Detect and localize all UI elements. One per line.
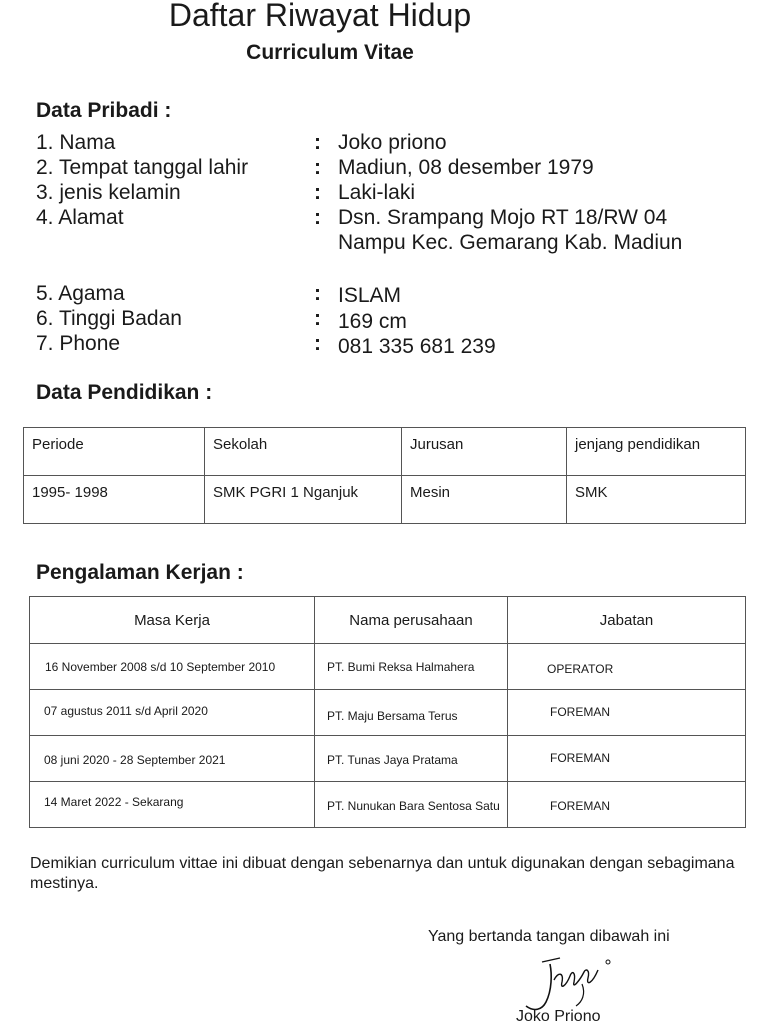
work-heading: Pengalaman Kerjan : <box>36 561 244 584</box>
table-cell <box>315 644 508 690</box>
personal-label-ttl: 2. Tempat tanggal lahir <box>36 156 249 179</box>
column-periode: Periode <box>32 436 84 453</box>
personal-data-heading: Data Pribadi : <box>36 99 172 122</box>
work-period: 14 Maret 2022 - Sekarang <box>44 795 184 809</box>
work-company: PT. Nunukan Bara Sentosa Satu <box>327 799 500 813</box>
work-period: 07 agustus 2011 s/d April 2020 <box>44 704 208 718</box>
work-period: 16 November 2008 s/d 10 September 2010 <box>45 660 276 674</box>
work-company: PT. Tunas Jaya Pratama <box>327 753 458 767</box>
personal-label-religion: 5. Agama <box>36 282 125 305</box>
work-position: FOREMAN <box>550 705 610 719</box>
personal-label-gender: 3. jenis kelamin <box>36 181 181 204</box>
work-position: FOREMAN <box>550 751 610 765</box>
table-cell <box>30 736 315 782</box>
signer-name: Joko Priono <box>516 1008 601 1025</box>
personal-colon: : <box>314 282 321 305</box>
education-table <box>23 427 746 524</box>
personal-value-height: 169 cm <box>338 310 407 333</box>
personal-colon: : <box>314 181 321 204</box>
personal-label-address: 4. Alamat <box>36 206 124 229</box>
table-cell <box>567 476 746 524</box>
work-position: OPERATOR <box>547 662 614 676</box>
work-period: 08 juni 2020 - 28 September 2021 <box>44 753 226 767</box>
table-header-row <box>24 428 746 476</box>
document-subtitle: Curriculum Vitae <box>246 41 414 64</box>
personal-value-address-line1: Dsn. Srampang Mojo RT 18/RW 04 <box>338 206 668 229</box>
personal-value-religion: ISLAM <box>338 284 402 307</box>
column-sekolah: Sekolah <box>213 436 268 453</box>
personal-value-address-line2: Nampu Kec. Gemarang Kab. Madiun <box>338 231 683 254</box>
closing-statement: Demikian curriculum vittae ini dibuat dengan sebenarnya dan untuk digunakan dengan sebagimana mestinya. <box>30 855 735 892</box>
table-cell <box>508 736 746 782</box>
table-cell <box>24 476 205 524</box>
personal-colon: : <box>314 131 321 154</box>
work-table <box>29 596 746 828</box>
table-cell <box>315 690 508 736</box>
table-cell <box>402 476 567 524</box>
personal-value-gender: Laki-laki <box>338 181 416 204</box>
personal-label-height: 6. Tinggi Badan <box>36 307 182 330</box>
table-cell <box>315 736 508 782</box>
work-position: FOREMAN <box>550 799 610 813</box>
column-nama-perusahaan: Nama perusahaan <box>315 597 508 644</box>
table-row <box>30 690 746 736</box>
table-cell <box>315 782 508 828</box>
personal-value-ttl: Madiun, 08 desember 1979 <box>338 156 594 179</box>
personal-value-nama: Joko priono <box>338 131 447 154</box>
personal-colon: : <box>314 206 321 229</box>
column-jenjang: jenjang pendidikan <box>575 436 701 453</box>
table-header-cell <box>402 428 567 476</box>
table-cell <box>205 476 402 524</box>
table-row <box>30 644 746 690</box>
personal-colon: : <box>314 156 321 179</box>
table-row <box>30 782 746 828</box>
personal-label-phone: 7. Phone <box>36 332 121 355</box>
document-title: Daftar Riwayat Hidup <box>168 0 472 33</box>
column-jurusan: Jurusan <box>410 436 464 453</box>
table-cell <box>30 782 315 828</box>
column-jabatan: Jabatan <box>508 597 746 644</box>
edu-sekolah: SMK PGRI 1 Nganjuk <box>213 484 359 501</box>
personal-value-phone: 081 335 681 239 <box>338 335 496 358</box>
signature-caption: Yang bertanda tangan dibawah ini <box>428 928 670 945</box>
table-header-cell <box>205 428 402 476</box>
table-cell <box>30 690 315 736</box>
column-masa-kerja: Masa Kerja <box>30 597 315 644</box>
personal-colon: : <box>314 332 321 355</box>
table-cell <box>508 690 746 736</box>
table-header-cell <box>24 428 205 476</box>
work-company: PT. Maju Bersama Terus <box>327 709 458 723</box>
table-header-row <box>30 597 746 644</box>
education-heading: Data Pendidikan : <box>36 381 213 404</box>
table-cell <box>508 644 746 690</box>
work-company: PT. Bumi Reksa Halmahera <box>327 660 475 674</box>
edu-jenjang: SMK <box>575 484 608 501</box>
edu-periode: 1995- 1998 <box>32 484 108 501</box>
table-row <box>30 736 746 782</box>
personal-colon: : <box>314 307 321 330</box>
table-cell <box>30 644 315 690</box>
personal-label-nama: 1. Nama <box>36 131 116 154</box>
table-cell <box>508 782 746 828</box>
edu-jurusan: Mesin <box>410 484 451 501</box>
table-row <box>24 476 746 524</box>
table-header-cell <box>567 428 746 476</box>
